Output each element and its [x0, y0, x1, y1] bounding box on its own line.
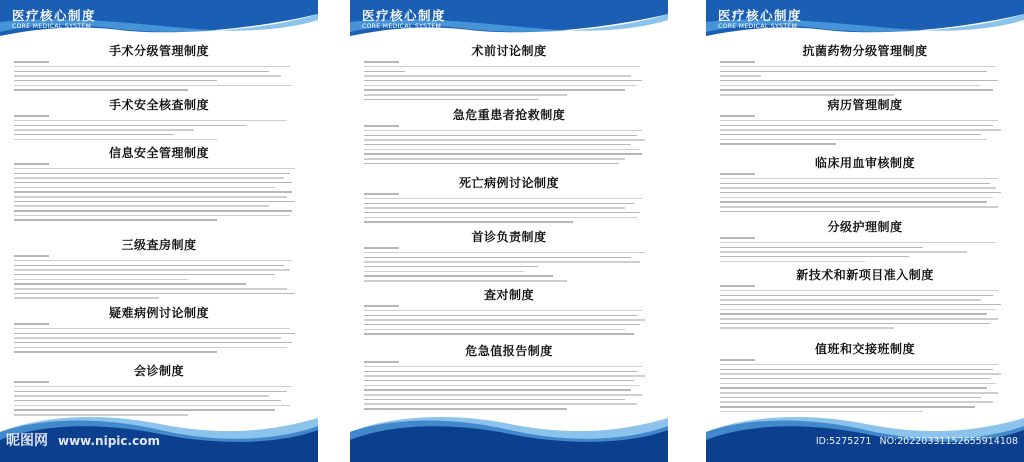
section-title: 死亡病例讨论制度: [458, 176, 559, 190]
section-consultation: [14, 364, 304, 416]
section-title: 抗菌药物分级管理制度: [802, 44, 928, 58]
poster-panel-2: [350, 0, 668, 462]
section-title: 病历管理制度: [827, 98, 903, 112]
section-title: 值班和交接班制度: [814, 342, 915, 356]
section-first-responsibility: [364, 230, 654, 282]
section-title: 会诊制度: [133, 364, 184, 378]
header-title: 医疗核心制度: [718, 8, 803, 23]
header-title: 医疗核心制度: [12, 8, 97, 23]
header-subtitle: CORE MEDICAL SYSTEM: [718, 23, 798, 30]
section-title: 危急值报告制度: [465, 344, 553, 358]
header-subtitle: CORE MEDICAL SYSTEM: [362, 23, 442, 30]
section-title: 分级护理制度: [827, 220, 903, 234]
section-title: 临床用血审核制度: [814, 156, 915, 170]
section-info-security: [14, 146, 304, 221]
section-medical-record: [720, 98, 1010, 145]
section-title: 术前讨论制度: [471, 44, 547, 58]
poster-panel-3: [706, 0, 1024, 462]
panel-header: [718, 9, 802, 31]
section-new-technology: [720, 268, 1010, 329]
watermark-url: www.nipic.com: [58, 434, 160, 448]
section-title: 信息安全管理制度: [108, 146, 209, 160]
section-title: 手术分级管理制度: [108, 44, 209, 58]
panel-header: [362, 9, 446, 31]
section-three-level-rounds: [14, 238, 304, 299]
watermark-site-cn: 昵图网: [6, 433, 48, 449]
section-title: 首诊负责制度: [471, 230, 547, 244]
panel-header: [12, 9, 96, 31]
section-blood-review: [720, 156, 1010, 212]
section-title: 疑难病例讨论制度: [108, 306, 209, 320]
section-title: 新技术和新项目准入制度: [796, 268, 934, 282]
section-title: 急危重患者抢救制度: [452, 108, 566, 122]
header-title: 医疗核心制度: [362, 8, 447, 23]
section-difficult-case: [14, 306, 304, 353]
section-nursing-grading: [720, 220, 1010, 262]
section-title: 手术安全核查制度: [108, 98, 209, 112]
section-title: 三级查房制度: [121, 238, 197, 252]
section-critical-value: [364, 344, 654, 410]
watermark-id: [808, 436, 1018, 447]
section-antibiotic-grading: [720, 44, 1010, 96]
section-surgery-grading: [14, 44, 304, 91]
section-verification: [364, 288, 654, 335]
watermark-site: [6, 430, 160, 450]
watermark-no-text: NO:20220331152655914108: [879, 436, 1018, 447]
header-subtitle: CORE MEDICAL SYSTEM: [12, 23, 92, 30]
section-duty-handover: [720, 342, 1010, 412]
section-title: 查对制度: [483, 288, 534, 302]
poster-panel-1: [0, 0, 318, 462]
watermark-id-text: ID:5275271: [815, 436, 872, 447]
section-preop-discussion: [364, 44, 654, 100]
section-surgery-safety: [14, 98, 304, 140]
section-critical-rescue: [364, 108, 654, 164]
section-death-case: [364, 176, 654, 223]
